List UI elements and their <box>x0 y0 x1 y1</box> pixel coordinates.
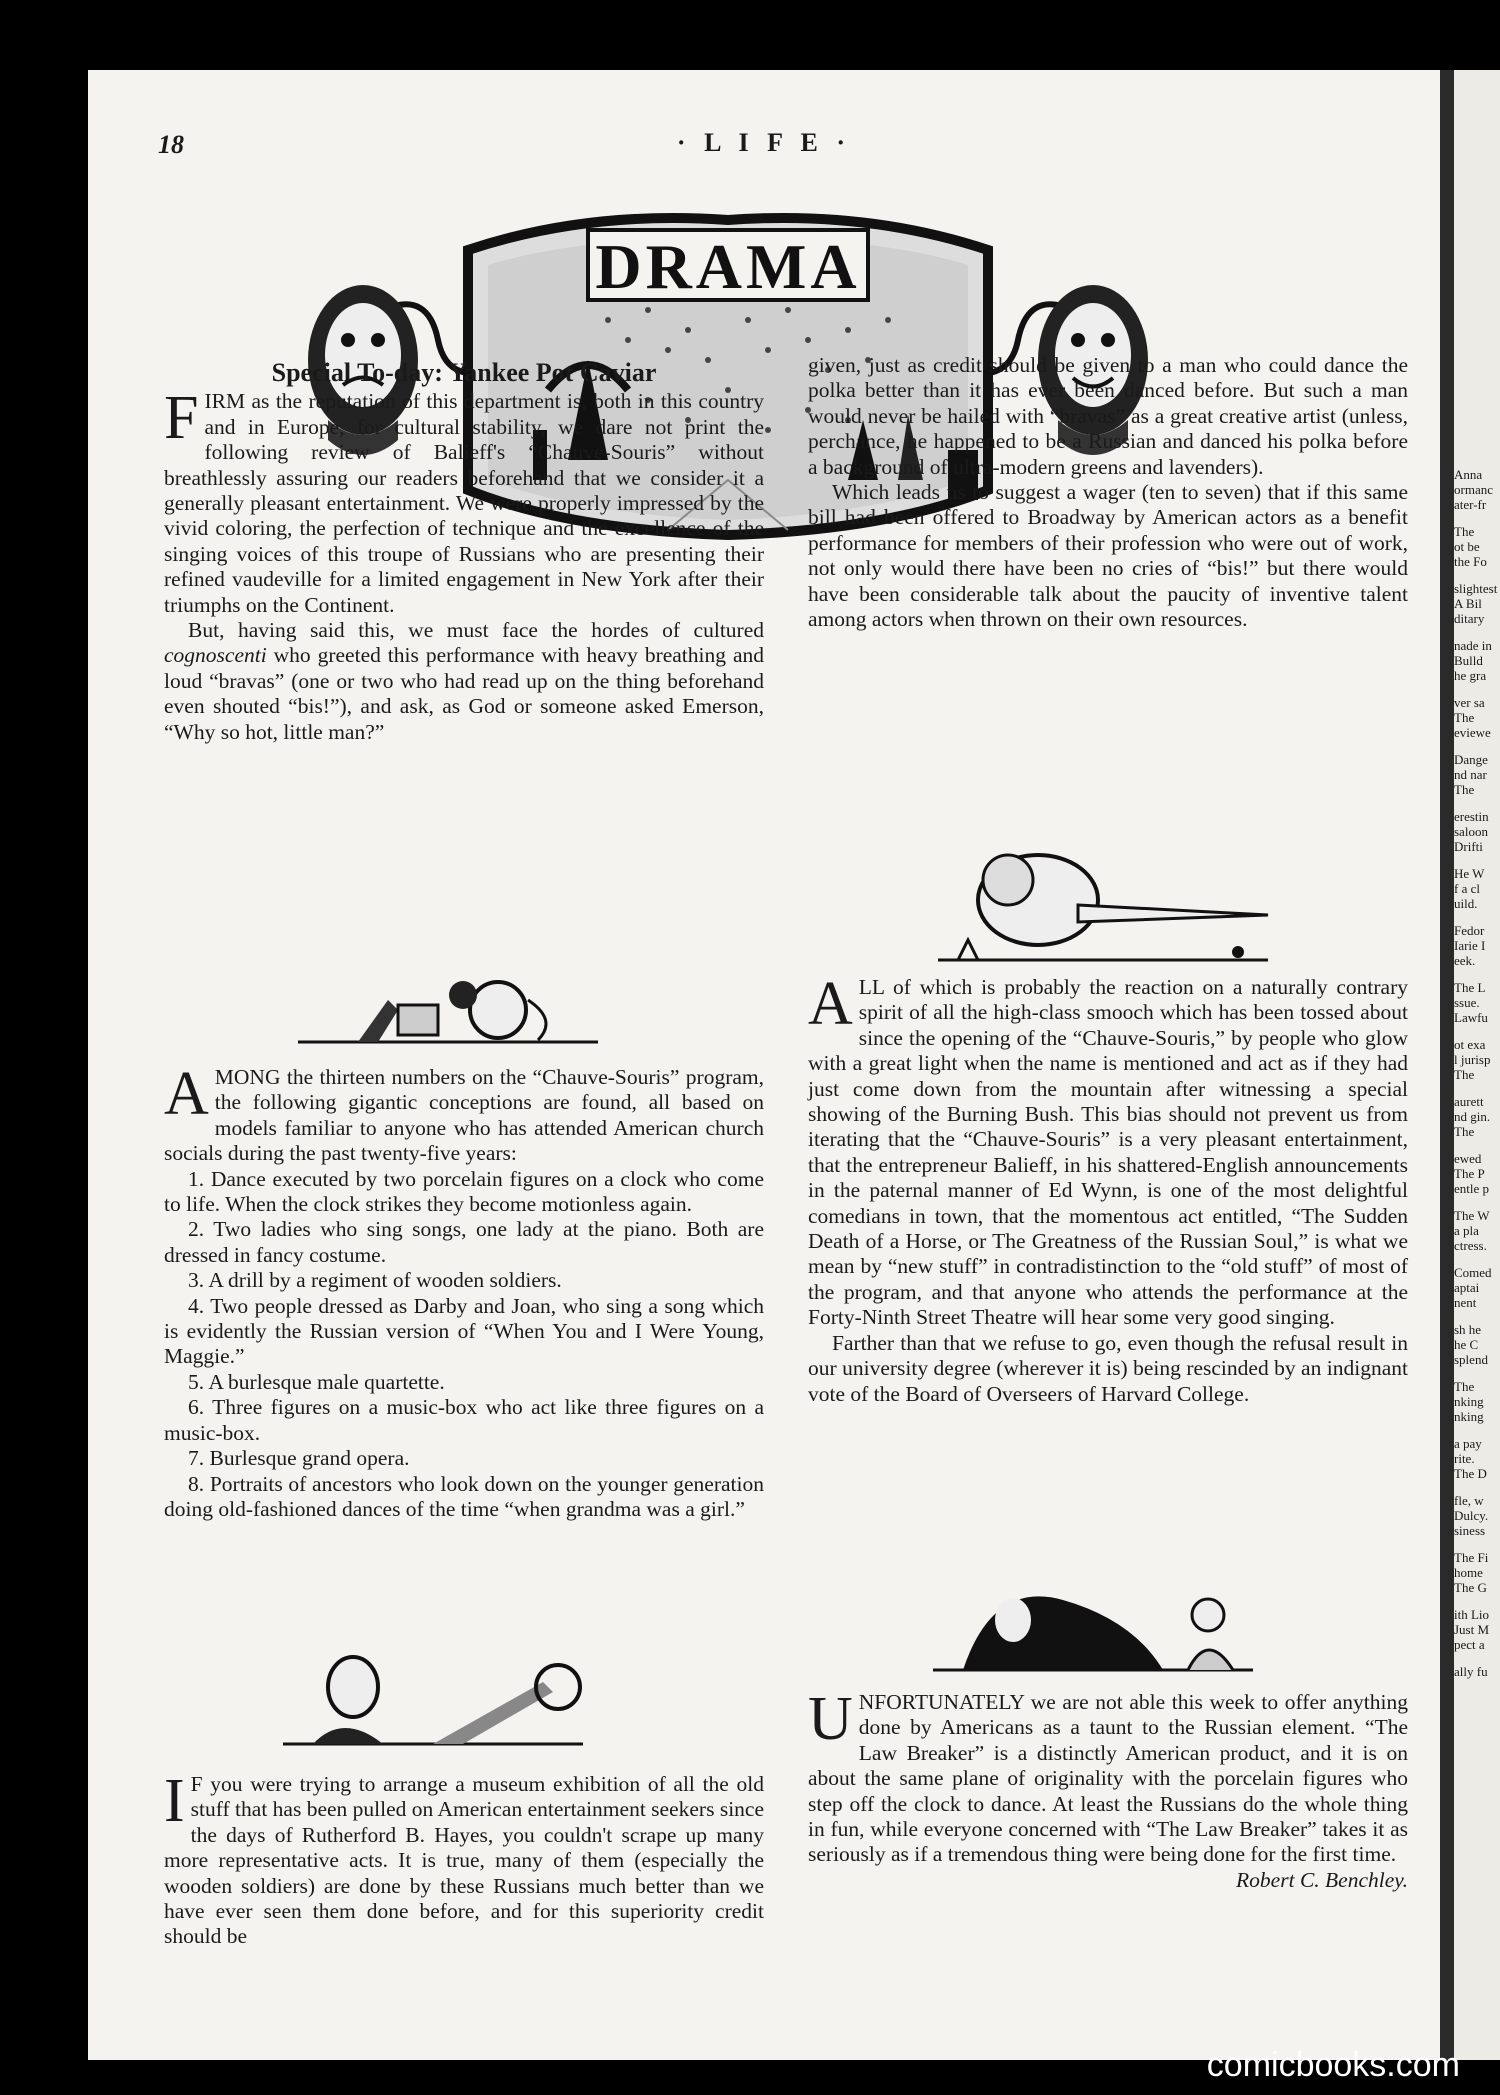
column-1 <box>164 360 764 745</box>
dancing-figures-illustration <box>933 1560 1273 1680</box>
paragraph: But, having said this, we must face the hordes of cultured cognoscenti who greeted this performance with heavy breathing and loud “bravas” (one or two who had read up on the thing beforehand even shouted “bis!”), and ask, as God or someone asked Emerson, “Why so hot, little man?” <box>164 618 764 744</box>
adjacent-text-fragment: A Bil <box>1454 596 1482 611</box>
adjacent-text-fragment: The <box>1454 1124 1475 1139</box>
adjacent-text-fragment: Comed <box>1454 1265 1492 1280</box>
paragraph: FIRM as the reputation of this department is, both in this country and in Europe, for cultural stability, we dare not print the following review of Balieff's “Chauve-Souris” without breathlessly assuring our readers beforehand that we consider it a generally pleasant entertainment. We were properly impressed by the vivid coloring, the perfection of technique and the excellence of the singing voices of this troupe of Russians who are presenting their refined vaudeville for a limited engagement in New York after their triumphs on the Continent. <box>164 384 764 617</box>
adjacent-text-fragment: ver sa <box>1454 695 1485 710</box>
adjacent-text-fragment: home <box>1454 1565 1483 1580</box>
adjacent-text-fragment: ith Lio <box>1454 1607 1490 1622</box>
adjacent-text-fragment: ewed <box>1454 1151 1482 1166</box>
adjacent-text-fragment: eek. <box>1454 953 1476 968</box>
list-item: 1. Dance executed by two porcelain figures on a clock who come to life. When the clock strikes they become motionless again. <box>164 1166 764 1217</box>
list-item: 8. Portraits of ancestors who look down on the younger generation doing old-fashioned dances of the time “when grandma was a girl.” <box>164 1471 764 1521</box>
column-2 <box>808 353 1408 632</box>
adjacent-text-fragment: the Fo <box>1454 554 1487 569</box>
adjacent-text-fragment: fle, w <box>1454 1493 1484 1508</box>
adjacent-text-fragment: erestin <box>1454 809 1489 824</box>
column-1-continued <box>164 1060 764 1522</box>
banner-title: DRAMA <box>595 231 861 302</box>
adjacent-text-fragment: nking <box>1454 1394 1484 1409</box>
adjacent-text-fragment: aptai <box>1454 1280 1480 1295</box>
adjacent-text-fragment: The <box>1454 1067 1475 1082</box>
adjacent-text-fragment: pect a <box>1454 1637 1485 1652</box>
adjacent-text-fragment: The W <box>1454 1208 1490 1223</box>
adjacent-text-fragment: nade in <box>1454 638 1492 653</box>
adjacent-text-fragment: Fedor <box>1454 923 1485 938</box>
adjacent-text-fragment: f a cl <box>1454 881 1480 896</box>
adjacent-text-fragment: The <box>1454 782 1475 797</box>
adjacent-text-fragment: Dulcy. <box>1454 1508 1489 1523</box>
adjacent-page-fragment <box>1454 70 1500 2060</box>
adjacent-text-fragment: he gra <box>1454 668 1487 683</box>
column-2-continued <box>808 970 1408 1407</box>
adjacent-text-fragment: nent <box>1454 1295 1477 1310</box>
adjacent-text-fragment: a pay <box>1454 1436 1482 1451</box>
drop-cap: I <box>164 1767 185 1835</box>
list-item: 3. A drill by a regiment of wooden soldiers. <box>188 1268 562 1293</box>
list-item: 5. A burlesque male quartette. <box>188 1369 445 1394</box>
drop-cap: U <box>808 1685 853 1753</box>
adjacent-text-fragment: slightest <box>1454 581 1498 596</box>
adjacent-text-fragment: he C <box>1454 1337 1479 1352</box>
adjacent-text-fragment: The <box>1454 1379 1475 1394</box>
adjacent-text-fragment: splend <box>1454 1352 1488 1367</box>
list-item: 6. Three figures on a music-box who act like three figures on a music-box. <box>164 1395 764 1445</box>
adjacent-text-fragment: The G <box>1454 1580 1487 1595</box>
paragraph: ALL of which is probably the reaction on a naturally contrary spirit of all the high-class smooch which has been tossed about since the opening of the “Chauve-Souris,” by people who glow with a great light when the name is mentioned and act as if they had just come down from the mountain after witnessing a special showing of the Burning Bush. This bias should not prevent us from iterating that the “Chauve-Souris” is a very pleasant entertainment, that the entrepreneur Balieff, in his shattered-English announcements in the paternal manner of Ed Wynn, is one of the most delightful comedians in town, that the momentous act entitled, “The Sudden Death of a Horse, or The Greatness of the Russian Soul,” is what we mean by “new stuff” in contradistinction to the “old stuff” of most of the program, and that anyone who attends the performance at the Forty-Ninth Street Theatre will hear some very good singing. <box>808 970 1408 1330</box>
list-item: 4. Two people dressed as Darby and Joan, who sing a song which is evidently the Russian version of “When You and I Were Young, Maggie.” <box>164 1293 764 1369</box>
adjacent-text-fragment: saloon <box>1454 824 1488 839</box>
adjacent-text-fragment: l jurisp <box>1454 1052 1491 1067</box>
adjacent-text-fragment: nd nar <box>1454 767 1487 782</box>
adjacent-text-fragment: ater-fr <box>1454 497 1487 512</box>
column-1-end <box>164 1767 764 1950</box>
adjacent-text-fragment: aurett <box>1454 1094 1484 1109</box>
paragraph: UNFORTUNATELY we are not able this week to offer anything done by Americans as a taunt to the Russian element. “The Law Breaker” is a distinctly American product, and it is on about the same plane of originality with the porcelain figures who step off the clock to dance. At least the Russians do the whole thing in fun, while everyone concerned with “The Law Breaker” takes it as seriously as if a tremendous thing were being done for the first time. Robert C. Benchley. <box>808 1685 1408 1892</box>
adjacent-text-fragment: rite. <box>1454 1451 1475 1466</box>
page-gutter <box>1440 70 1454 2060</box>
magazine-page <box>88 70 1440 2060</box>
adjacent-text-fragment: Bulld <box>1454 653 1483 668</box>
adjacent-text-fragment: He W <box>1454 866 1485 881</box>
column-2-end <box>808 1685 1408 1893</box>
adjacent-text-fragment: Lawfu <box>1454 1010 1488 1025</box>
opera-figures-illustration <box>283 1642 593 1752</box>
list-item: 2. Two ladies who sing songs, one lady at the piano. Both are dressed in fancy costume. <box>164 1217 764 1267</box>
adjacent-text-fragment: entle p <box>1454 1181 1490 1196</box>
paragraph: Farther than that we refuse to go, even though the refusal result in our university degree (wherever it is) being rescinded by an indignant vote of the Board of Overseers of Harvard College. <box>808 1330 1408 1406</box>
adjacent-text-fragment: siness <box>1454 1523 1486 1538</box>
page-number: 18 <box>158 130 184 159</box>
watermark-text: comicbooks.com <box>1206 2046 1460 2084</box>
paragraph: given, just as credit should be given to a man who could dance the polka better than it has ever been danced before. But such a man would never be hailed with “bravas” as a great creative artist (unless, perchance, he happened to be a Russian and danced his polka before a background of ultra-modern greens and lavenders). <box>808 353 1408 479</box>
elephant-illustration <box>938 840 1288 970</box>
list-item: 7. Burlesque grand opera. <box>188 1446 410 1471</box>
adjacent-text-fragment: The L <box>1454 980 1486 995</box>
adjacent-text-fragment: sh he <box>1454 1322 1482 1337</box>
adjacent-text-fragment: ssue. <box>1454 995 1480 1010</box>
article-title: Special To-day: Yankee Pot Caviar <box>271 358 657 387</box>
adjacent-text-fragment: Just M <box>1454 1622 1490 1637</box>
adjacent-text-fragment: Drifti <box>1454 839 1483 854</box>
adjacent-text-fragment: a pla <box>1454 1223 1479 1238</box>
adjacent-text-fragment: Iarie I <box>1454 938 1486 953</box>
adjacent-text-fragment: The <box>1454 710 1475 725</box>
running-head: · L I F E · <box>676 128 852 157</box>
adjacent-text-fragment: eviewe <box>1454 725 1491 740</box>
adjacent-text-fragment: ally fu <box>1454 1664 1488 1679</box>
drop-cap: F <box>164 384 199 453</box>
clown-figures-illustration <box>298 950 618 1050</box>
adjacent-text-fragment: The <box>1454 524 1475 539</box>
adjacent-text-fragment: uild. <box>1454 896 1478 911</box>
adjacent-text-fragment: The P <box>1454 1166 1485 1181</box>
adjacent-text-fragment: ot exa <box>1454 1037 1486 1052</box>
adjacent-text-fragment: ctress. <box>1454 1238 1487 1253</box>
drop-cap: A <box>808 970 853 1038</box>
adjacent-text-fragment: The Fi <box>1454 1550 1489 1565</box>
paragraph: AMONG the thirteen numbers on the “Chauve-Souris” program, the following gigantic conceptions are found, all based on models familiar to anyone who has attended American church socials during the past twenty-five years: <box>164 1060 764 1166</box>
author-signature: Robert C. Benchley. <box>1236 1867 1408 1892</box>
adjacent-text-fragment: The D <box>1454 1466 1487 1481</box>
adjacent-text-fragment: ditary <box>1454 611 1485 626</box>
drop-cap: A <box>164 1060 209 1128</box>
adjacent-text-fragment: nd gin. <box>1454 1109 1491 1124</box>
adjacent-text-fragment: nking <box>1454 1409 1484 1424</box>
adjacent-text-fragment: Anna <box>1454 467 1483 482</box>
paragraph: Which leads us to suggest a wager (ten to seven) that if this same bill had been offered to Broadway by American actors as a benefit performance for members of their profession who were out of work, not only would there have been no cries of “bis!” but there would have been considerable talk about the paucity of inventive talent among actors when thrown on their own resources. <box>808 480 1408 632</box>
adjacent-text-fragment: ormanc <box>1454 482 1493 497</box>
paragraph: I F you were trying to arrange a museum exhibition of all the old stuff that has been pulled on American entertainment seekers since the days of Rutherford B. Hayes, you couldn't scrape up many more representative acts. It is true, many of them (especially the wooden soldiers) are done by these Russians much better than we have ever seen them done before, and for this superiority credit should be <box>164 1767 764 1949</box>
adjacent-text-fragment: ot be <box>1454 539 1480 554</box>
adjacent-text-fragment: Dange <box>1454 752 1488 767</box>
